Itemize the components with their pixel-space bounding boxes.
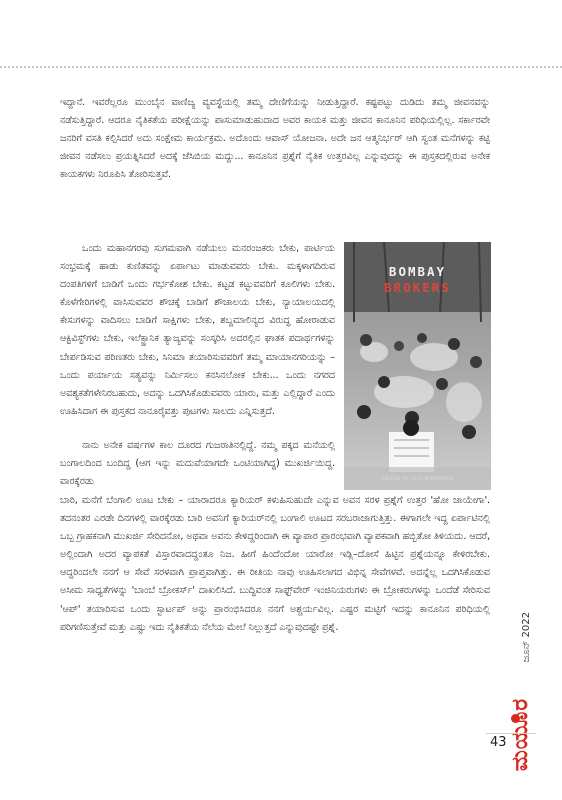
article-paragraph-4: ಬಾರಿ, ಮನೆಗೆ ಬೆಂಗಾಲಿ ಊಟ ಬೇಕು – ಯಾರಾದರೂ ಕ್ಯಾರಿಯರ್‌ ಕಳುಹಿಸುಹುದೇ ಎನ್ನುವ ಅವನ ಸರಳ ಪ್ರಶ್ನೆಗೆ ಉತ್ತರ 'ಹೋ ಜಾಯೇಗಾ'. ತದನಂತರ ಎರಡೇ ದಿನಗಳಲ್ಲಿ ವಾರಕ್ಕೆರಡು ಬಾರಿ ಅವನಿಗೆ ಕ್ಯಾರಿಯರ್‌ನಲ್ಲಿ ಬಂಗಾಲಿ ಊಟದ ಸರಬರಾಜಾಗುತ್ತಿತ್ತು. ಈಗಾಗಲೇ ಇದ್ದ ಏರ್ಪಾಟಿನಲ್ಲಿ ಒಬ್ಬ ಗ್ರಾಹಕನಾಗಿ ಮುಖರ್ಜಿ ಸೇರಿದನೋ, ಅಥವಾ ಅವನು ಕೇಳಿದ್ದರಿಂದಾಗಿ ಈ ವ್ಯಾಪಾರ ಪ್ರಾರಂಭವಾಗಿ ವ್ಯಾಪಕವಾಗಿ ಹಬ್ಬಿತೋ ತಿಳಿಯದು. ಆದರೆ, ಅಲ್ಲಿಂದಾಗಿ ಅದರ ವ್ಯಾಪಕತೆ ವಿಸ್ತಾರವಾದದ್ದಂತೂ ನಿಜ. ಹೀಗೆ ಹಿಂದೆಂದೋ ಯಾರೋ ಇಡ್ಲಿ–ದೋಸೆ ಹಿಟ್ಟಿನ ಪ್ರಶ್ನೆಯನ್ನೂ ಕೇಳಿರಬೇಕು. ಆದ್ದರಿಂದಲೇ ನನಗೆ ಆ ಸೇವೆ ಸರಳವಾಗಿ ಪ್ರಾಪ್ತವಾಗಿತ್ತು. ಈ ರೀತಿಯ ನಾವು ಊಹಿಸಲಾಗದ ವಿಭಿನ್ನ ಸೇವೆಗಳವೆ. ಅದನ್ನೆಲ್ಲ ಒದಗಿಸಿಕೊಡುವ ಅಸೀಮ ಸಾಧ್ಯತೆಗಳನ್ನು 'ಬಾಂಬೆ ಬ್ರೋಕರ್ಸ್‌' ದಾಖಲಿಸಿದೆ. ಬುದ್ಧಿವಂತ ಸಾಫ್ಟ್‌ವೇರ್‌ ಇಂಜಿನಿಯರುಗಳು ಈ ಬ್ರೋಕರುಗಳನ್ನು ಒಂದೆಡೆ ಸೇರಿಸುವ 'ಆಪ್‌' ತಯಾರಿಸುವ ಒಂದು ಸ್ಟಾರ್ಟಪ್‌ ಅನ್ನು ಪ್ರಾರಂಭಿಸಿದರೂ ನನಗೆ ಅಶ್ಚರ್ಯವಿಲ್ಲ. ಎಷ್ಟರ ಮಟ್ಟಿಗೆ ಇದನ್ನು ಕಾನೂನಿನ ಪರಿಧಿಯಲ್ಲಿ ಪರಿಗಣಿಸುತ್ತೇವೆ ಮತ್ತು ಎಷ್ಟು ಇದು ನೈತಿಕತೆಯ ನೆಲೆಯ ಮೇಲೆ ನಿಲ್ಲುತ್ತದೆ ಎನ್ನುವುದಷ್ಟೇ ಪ್ರಶ್ನೆ. [60, 495, 490, 633]
article-paragraph-1: ಇದ್ದಾನೆ. ಇವರೆಲ್ಲರೂ ಮುಂಬೈನ ವಾಣಿಜ್ಯ ವ್ಯವಸ್ಥೆಯಲ್ಲಿ ತಮ್ಮ ದೇಣಿಗೆಯನ್ನು ನೀಡುತ್ತಿದ್ದಾರೆ. ಕಷ್ಟಪಟ್ಟು ದುಡಿದು ತಮ್ಮ ಜೀವನವನ್ನು ನಡೆಸುತ್ತಿದ್ದಾರೆ. ಆದರೂ ನೈತಿಕತೆಯ ಪರೀಕ್ಷೆಯನ್ನು ಪಾಸುಮಾಡುಹುದಾದ ಅವರ ಕಾಯಕ ಮತ್ತು ಜೀವನ ಕಾನೂನಿನ ಪರಿಧಿಯಲ್ಲಿಲ್ಲ. ಸರ್ಕಾರವೇ ಜನರಿಗೆ ವಸತಿ ಕಲ್ಪಿಸಿದರೆ ಅದು ಸಂಕ್ಷೇಮ ಕಾರ್ಯಕ್ರಮ. ಅದೊಂದು ಆವಾಸ್‌ ಯೋಜನಾ. ಅದೇ ಜನ ಆತ್ಮನಿರ್ಭರ್‌ ಆಗಿ ಸ್ವಂತ ಮನೆಗಳನ್ನು ಕಟ್ಟಿ ಜೀವನ ನಡೆಸಲು ಪ್ರಯತ್ನಿಸಿದರೆ ಅದಕ್ಕೆ ಜೆಸಿಬಿಯ ಮದ್ದು... ಕಾನೂನಿನ ಪ್ರಶ್ನೆಗೆ ನೈತಿಕ ಉತ್ತರವಿಲ್ಲ ಎನ್ನುವುದನ್ನು ಈ ಪುಸ್ತಕದಲ್ಲಿರುವ ಅನೇಕ ಕಾಯಕಗಳು ನಿರೂಪಿಸಿ ತೋರಿಸುತ್ತವೆ. [60, 97, 490, 181]
issue-date: ಜೂನ್ 2022 [521, 612, 532, 663]
top-dotted-rule [0, 66, 562, 68]
book-cover-image [344, 242, 491, 490]
cover-title: BOMBAY [388, 264, 447, 279]
cover-subtitle: BROKERS [384, 280, 451, 295]
footer-rule [486, 733, 536, 734]
article-paragraph-3: ನಾನು ಅನೇಕ ವರ್ಷಗಳ ಕಾಲ ದೂರದ ಗುಜರಾತಿನಲ್ಲಿದ್ದೆ. ನಮ್ಮ ಪಕ್ಕದ ಮನೆಯಲ್ಲಿ ಬಂಗಾಲದಿಂದ ಬಂದಿದ್ದ (ಆಗ ಇನ್ನು ಮದುವೆಯಾಗದೇ ಒಂಟಿಯಾಗಿದ್ದ) ಮುಖರ್ಜಿಯಿದ್ದ. ವಾರಕ್ಕೆರಡು [60, 440, 335, 488]
cover-editor: EDITED BY LISA BJÖRKMAN [381, 477, 454, 482]
article-paragraph-2: ಒಂದು ಮಹಾನಗರವು ಸುಗಮವಾಗಿ ನಡೆಯಲು ಮನರಂಜಕರು ಬೇಕು, ಪಾರ್ಟಿಯ ಸಂಭ್ರಮಕ್ಕೆ ಹಾಡು ಕುಣಿತವನ್ನು ಏರ್ಪಾಟು ಮಾಡುವವರು ಬೇಕು. ಮಕ್ಕಳಾಗದಿರುವ ದಂಪತಿಗಳಿಗೆ ಬಾಡಿಗೆ ಒಂದು ಗರ್ಭಕೋಶ ಬೇಕು. ಕಟ್ಟಡ ಕಟ್ಟುವವರಿಗೆ ಕೂಲಿಗಳು ಬೇಕು. ಕೊಳೆಗೇರಿಗಳಲ್ಲಿ ವಾಸಿಸುವವರ ಶೌಚಕ್ಕೆ ಬಾಡಿಗೆ ಶೌಚಾಲಯ ಬೇಕು, ನ್ಯಾಯಾಲಯದಲ್ಲಿ ಕೇಸುಗಳನ್ನು ವಾದಿಸಲು ಬಾಡಿಗೆ ಸಾಕ್ಷಿಗಳು ಬೇಕು, ಶಬ್ದಮಾಲಿನ್ಯದ ವಿರುದ್ಧ ಹೋರಾಡುವ ಆಕ್ಟಿವಿಸ್ಟ್‌ಗಳು ಬೇಕು, ಇಲೆಕ್ಟ್ರಾನಿಕ ತ್ಯಾಜ್ಯವನ್ನು ಸಂಸ್ಕರಿಸಿ ಅದರಲ್ಲಿನ ಘಾತಕ ಪದಾರ್ಥಗಳನ್ನು ಬೇರ್ಪಡಿಸುವ ಪರಿಣತರು ಬೇಕು, ಸಿನಿಮಾ ತಯಾರಿಸುವವರಿಗೆ ತಮ್ಮ ಮಾಯಾನಗರಿಯನ್ನು – ಒಂದು ಪರ್ಯಾಯ ಸತ್ಯವನ್ನು ನಿರ್ಮಿಸಲು ಕನಸಿನಲೋಕ ಬೇಕು... ಒಂದು ನಗರದ ಅವಶ್ಯಕತೆಗಳೇನಿರಬಹುದು, ಅದನ್ನು ಒದಗಿಸಿಕೊಡುವವರು ಯಾರು, ಮತ್ತು ಎಲ್ಲಿದ್ದಾರೆ ಎಂದು ಊಹಿಸಿದಾಗ ಈ ಪುಸ್ತಕದ ನಾನೂರೈವತ್ತು ಪುಟಗಳು ಸಾಲದು ಎನ್ನಿಸುತ್ತದೆ. [60, 243, 335, 417]
page-number: 43 [490, 735, 507, 750]
magazine-name: ಮಯೂರ [508, 698, 533, 772]
